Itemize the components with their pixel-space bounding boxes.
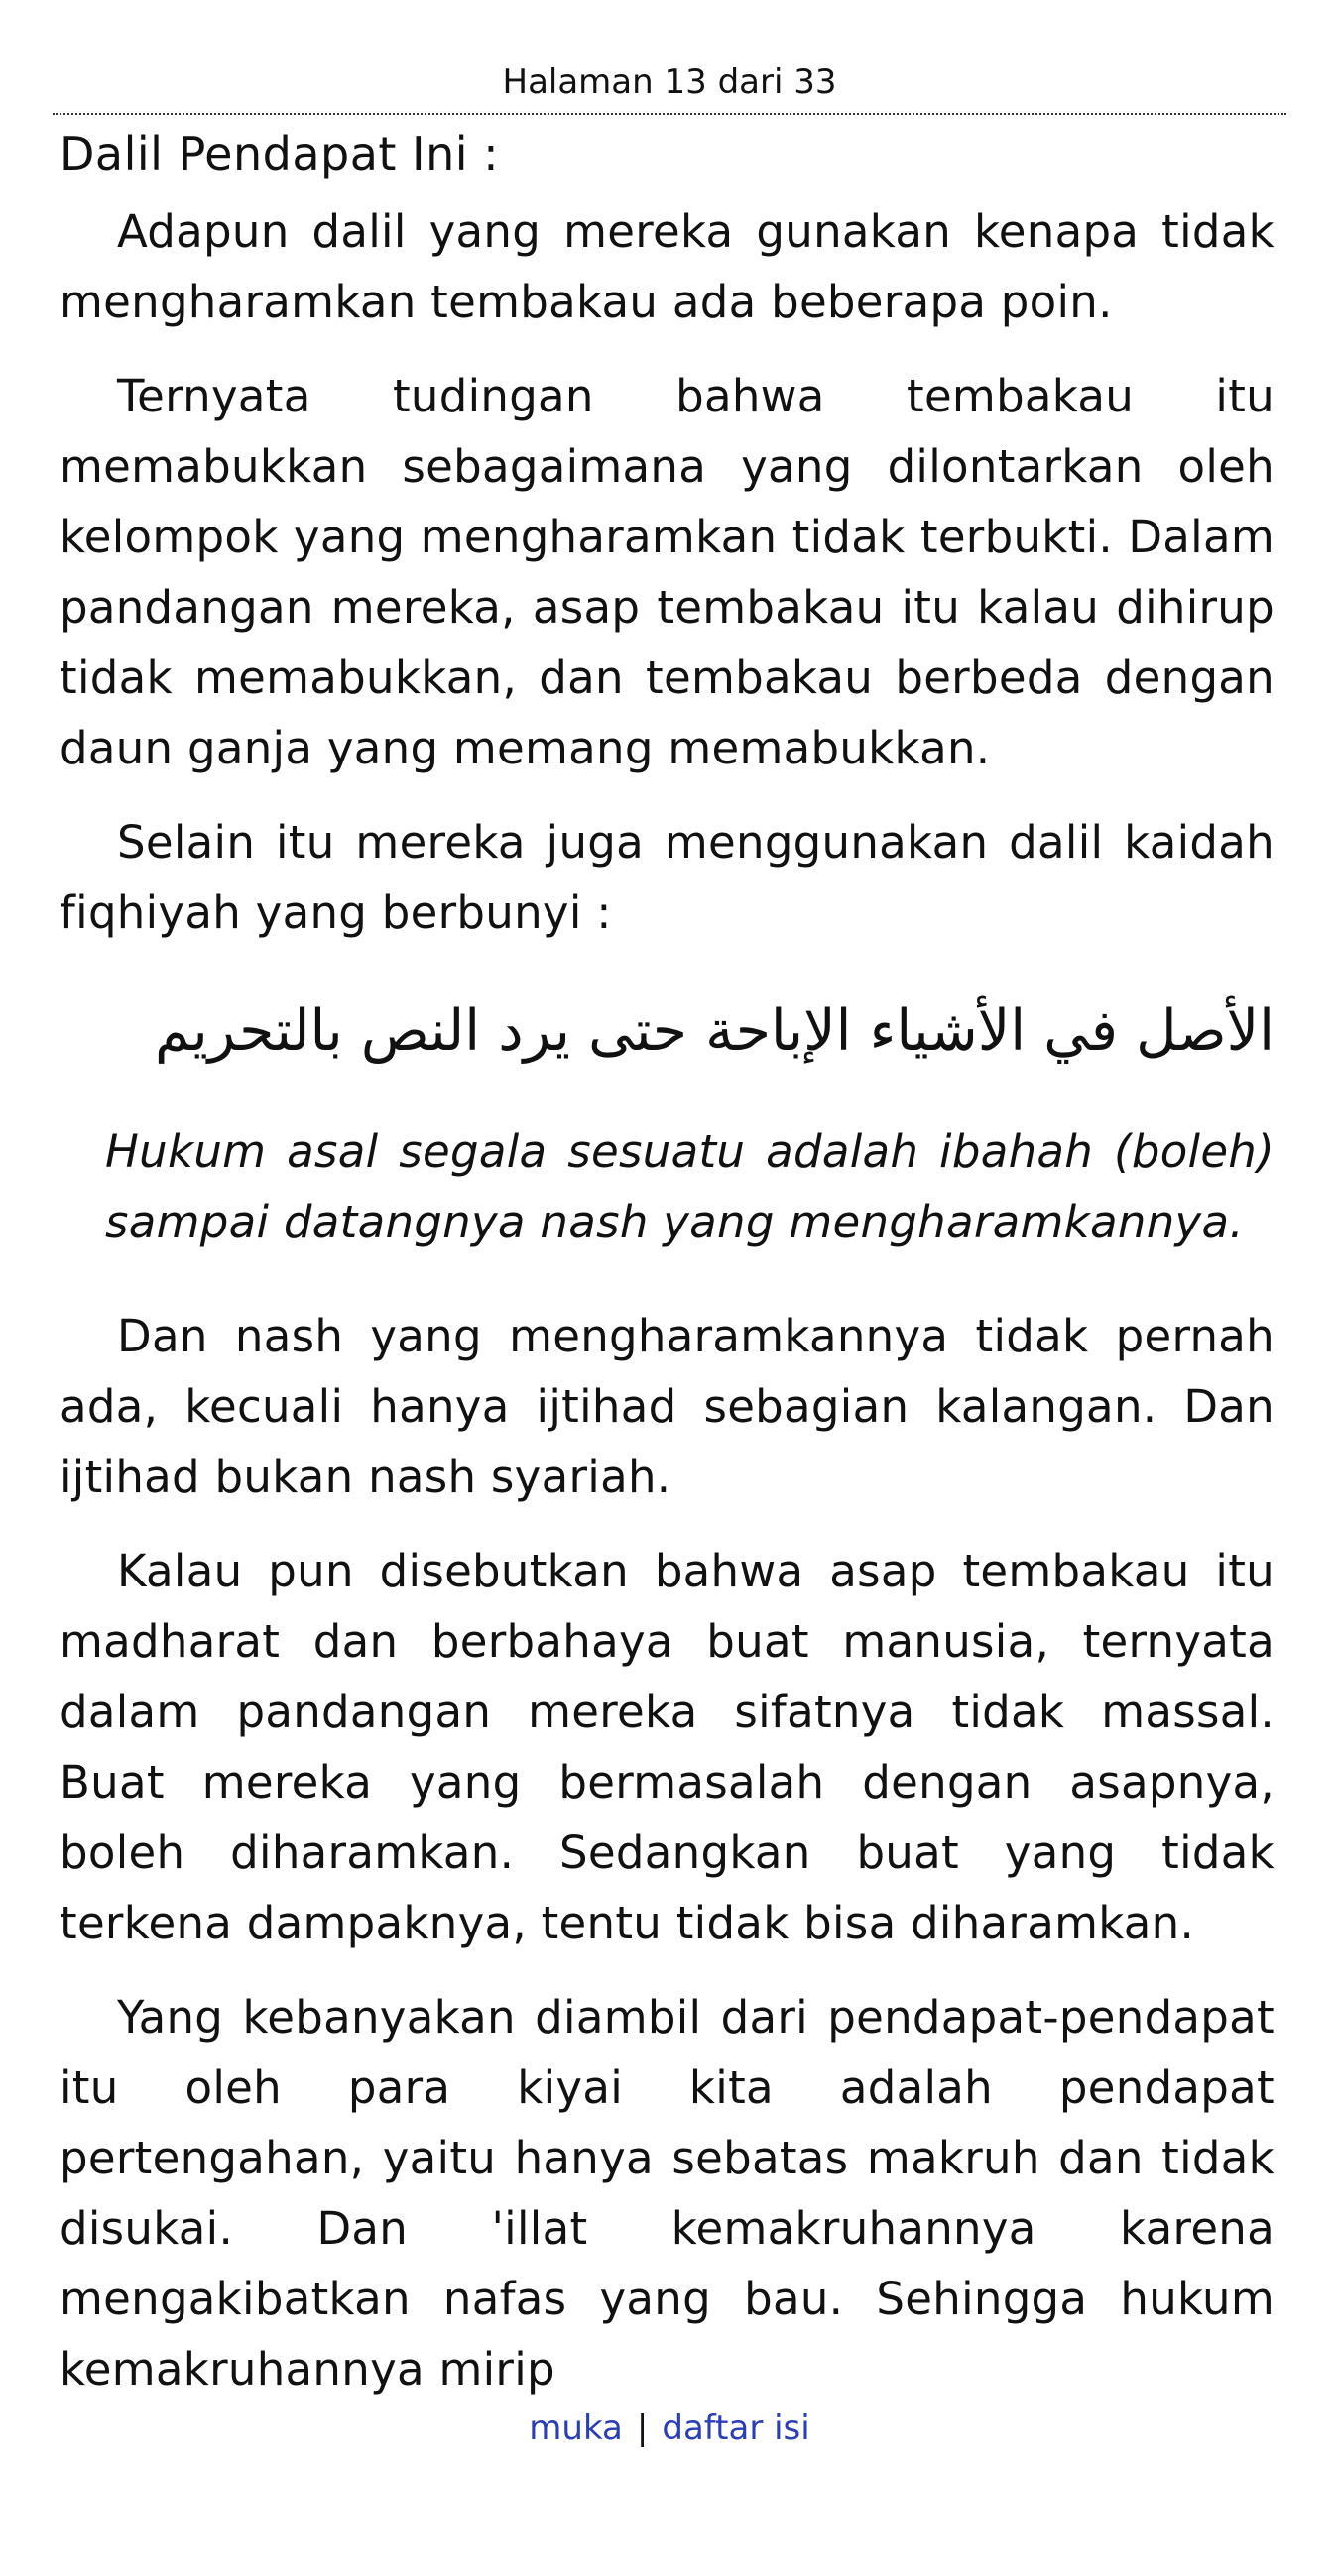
header-divider (53, 113, 1286, 115)
paragraph-fiqh-rule-intro: Selain itu mereka juga menggunakan dalil kaidah fiqhiyah yang berbunyi : (60, 816, 1275, 939)
page-indicator: Halaman 13 dari 33 (502, 62, 837, 102)
section-heading: Dalil Pendapat Ini : (60, 127, 500, 180)
footer-navigation (55, 2403, 1284, 2453)
document-body (60, 119, 1275, 2428)
paragraph-harm: Kalau pun disebutkan bahwa asap tembakau itu madharat dan berbahaya buat manusia, ternyata dalam pandangan mereka sifatnya tidak massal. Buat mereka yang bermasalah dengan asapnya, boleh diharamkan. Sedangkan buat yang tidak terkena dampaknya, tentu tidak bisa diharamkan. (60, 1545, 1275, 1949)
paragraph-makruh: Yang kebanyakan diambil dari pendapat-pendapat itu oleh para kiyai kita adalah pendapat pertengahan, yaitu hanya sebatas makruh dan tidak disukai. Dan 'illat kemakruhannya karena mengakibatkan nafas yang bau. Sehingga hukum kemakruhannya mirip (60, 1991, 1275, 2396)
home-link[interactable]: muka (529, 2408, 623, 2448)
maxim-translation: Hukum asal segala sesuatu adalah ibahah (boleh) sampai datangnya nash yang mengharamkannya. (105, 1125, 1275, 1248)
arabic-legal-maxim: الأصل في الأشياء الإباحة حتى يرد النص بالتحريم (154, 998, 1275, 1064)
table-of-contents-link[interactable]: daftar isi (662, 2408, 810, 2448)
paragraph-no-nash: Dan nash yang mengharamkannya tidak pernah ada, kecuali hanya ijtihad sebagian kalangan. Dan ijtihad bukan nash syariah. (60, 1310, 1275, 1503)
paragraph-intro: Adapun dalil yang mereka gunakan kenapa tidak mengharamkan tembakau ada beberapa poin. (60, 205, 1275, 328)
footer-separator: | (636, 2408, 649, 2448)
paragraph-not-intoxicating: Ternyata tudingan bahwa tembakau itu memabukkan sebagaimana yang dilontarkan oleh kelompok yang mengharamkan tidak terbukti. Dalam pandangan mereka, asap tembakau itu kalau dihirup tidak memabukkan, dan tembakau berbeda dengan daun ganja yang memang memabukkan. (60, 370, 1275, 774)
